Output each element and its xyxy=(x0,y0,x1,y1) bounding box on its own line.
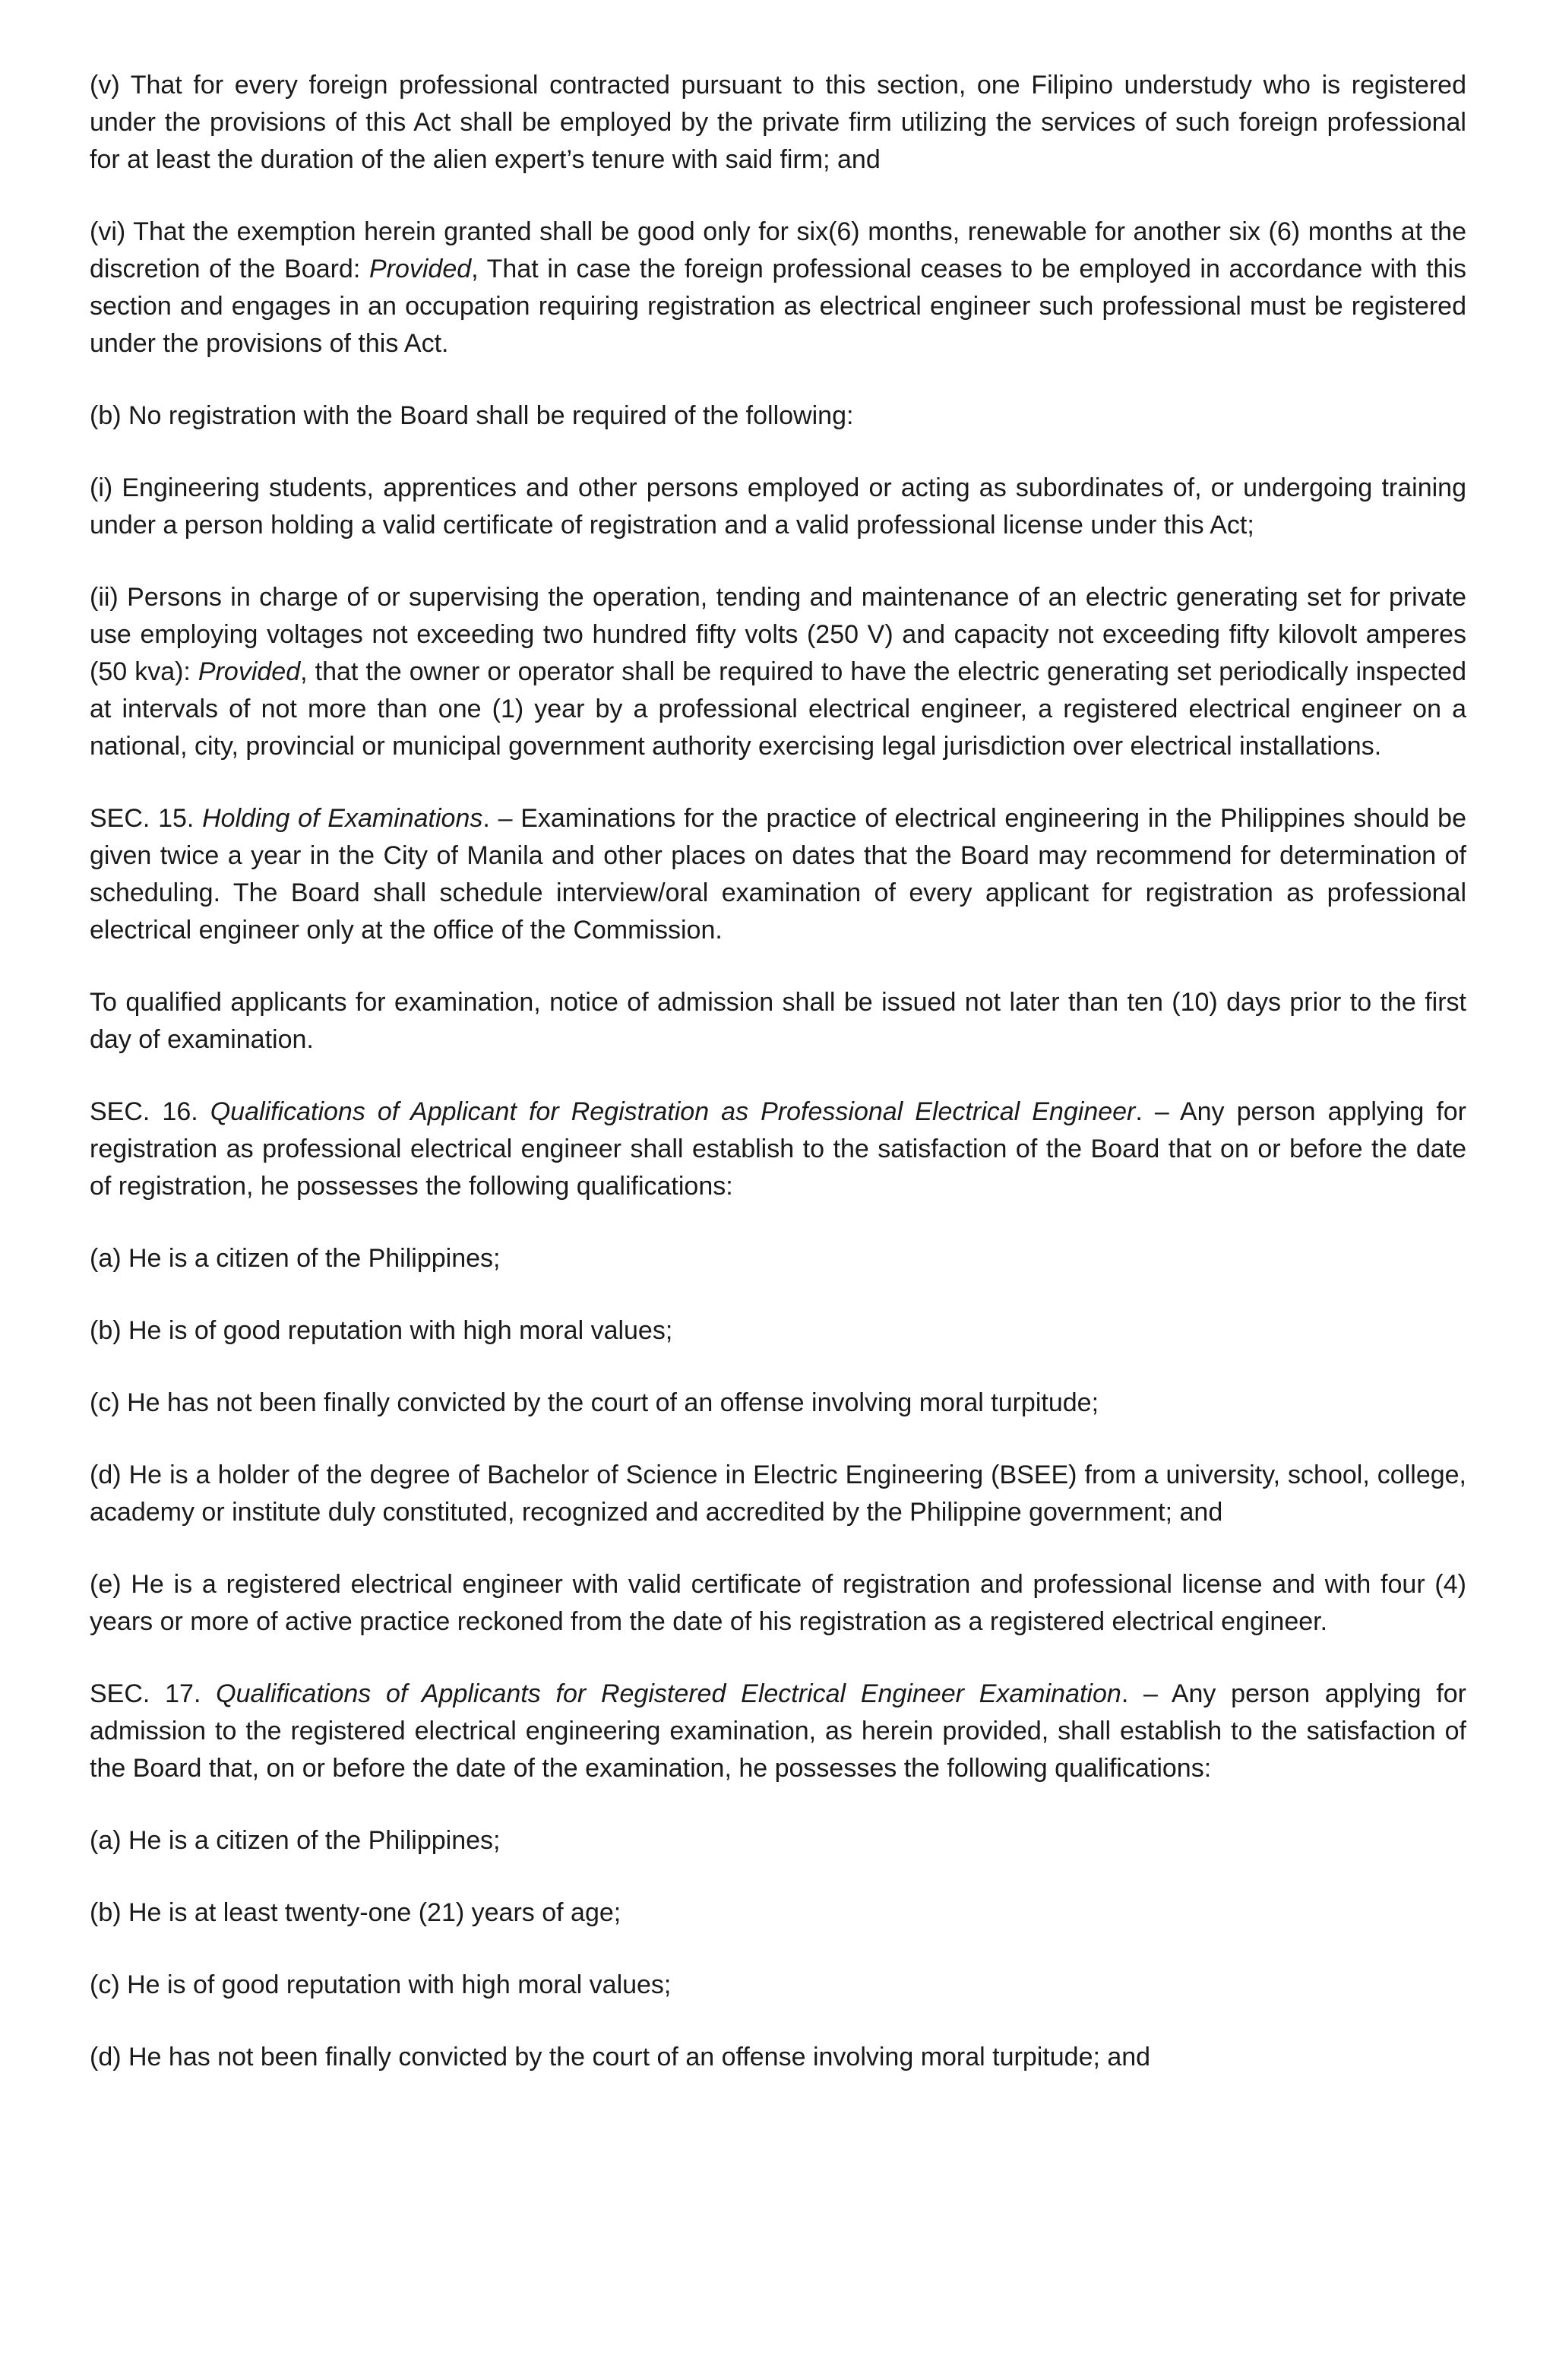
text-run: (vi) That the exemption herein granted shall be good only for six(6) months, renewable for another six (6) months at the discretion of the Board: xyxy=(90,217,1466,283)
text-run: (ii) Persons in charge of or supervising the operation, tending and maintenance of an electric generating set for private use employing voltages not exceeding two hundred fifty volts (250 V) and capacity not exceeding fifty kilovolt amperes (50 kva): xyxy=(90,583,1466,686)
text-run: , That in case the foreign professional ceases to be employed in accordance with this section and engages in an occupation requiring registration as electrical engineer such professional must be registered under the provisions of this Act. xyxy=(90,255,1467,358)
paragraph-v-filipino-understudy: (v) That for every foreign professional contracted pursuant to this section, one Filipino understudy who is registered under the provisions of this Act shall be employed by the private firm utilizing the services of such foreign professional for at least the duration of the alien expert’s tenure with said firm; and xyxy=(90,71,1466,174)
italic-provided: Provided xyxy=(368,255,472,283)
text-run: , that the owner or operator shall be required to have the electric generating set periodically inspected at intervals of not more than one (1) year by a professional electrical engineer, a registered electrical engineer on a national, city, provincial or municipal government authority exercising legal jurisdiction over electrical installations. xyxy=(90,657,1466,761)
section-title: Holding of Examinations xyxy=(202,804,483,833)
qualification-item-d: (d) He has not been finally convicted by the court of an offense involving moral turpitude; and xyxy=(90,2043,1151,2071)
section-body: . – Any person applying for admission to the registered electrical engineering examination, as herein provided, shall establish to the satisfaction of the Board that, on or before the date of the examination, he possesses the following qualifications: xyxy=(90,1679,1466,1783)
paragraph-i-engineering-students: (i) Engineering students, apprentices and other persons employed or acting as subordinates of, or undergoing training under a person holding a valid certificate of registration and a valid professional license under this Act; xyxy=(90,473,1466,540)
qualification-item-e: (e) He is a registered electrical engineer with valid certificate of registration and professional license and with four (4) years or more of active practice reckoned from the date of his registration as a registered electrical engineer. xyxy=(90,1570,1466,1636)
qualification-item-c: (c) He is of good reputation with high moral values; xyxy=(90,1970,672,1999)
section-17-qualifications-registered xyxy=(90,1676,1466,1787)
qualification-item-a: (a) He is a citizen of the Philippines; xyxy=(90,1244,501,1273)
paragraph-notice-of-admission: To qualified applicants for examination, notice of admission shall be issued not later than ten (10) days prior to the first day of examination. xyxy=(90,988,1466,1054)
italic-provided: Provided xyxy=(198,657,301,686)
section-number: SEC. 17. xyxy=(90,1679,217,1708)
qualification-item-b: (b) He is of good reputation with high moral values; xyxy=(90,1316,673,1345)
section-number: SEC. 15. xyxy=(90,804,203,833)
section-15-holding-of-examinations xyxy=(90,800,1466,949)
qualification-item-c: (c) He has not been finally convicted by the court of an offense involving moral turpitude; xyxy=(90,1388,1099,1417)
paragraph-b-no-registration: (b) No registration with the Board shall be required of the following: xyxy=(90,401,854,430)
paragraph-ii-persons-in-charge xyxy=(90,579,1466,765)
paragraph-vi-exemption-period xyxy=(90,214,1466,362)
section-body: . – Examinations for the practice of electrical engineering in the Philippines should be given twice a year in the City of Manila and other places on dates that the Board may recommend for determination of scheduling. The Board shall schedule interview/oral examination of every applicant for registration as professional electrical engineer only at the office of the Commission. xyxy=(90,804,1466,945)
qualification-item-d: (d) He is a holder of the degree of Bachelor of Science in Electric Engineering (BSEE) from a university, school, college, academy or institute duly constituted, recognized and accredited by the Philippine government; and xyxy=(90,1461,1466,1527)
document-page xyxy=(90,67,1466,2076)
qualification-item-a: (a) He is a citizen of the Philippines; xyxy=(90,1826,501,1855)
section-title: Qualifications of Applicants for Registered Electrical Engineer Examination xyxy=(216,1679,1121,1708)
qualification-item-b: (b) He is at least twenty-one (21) years of age; xyxy=(90,1898,621,1927)
section-body: . – Any person applying for registration as professional electrical engineer shall establish to the satisfaction of the Board that on or before the date of registration, he possesses the following qualifications: xyxy=(90,1097,1467,1201)
section-number: SEC. 16. xyxy=(90,1097,210,1126)
section-title: Qualifications of Applicant for Registration as Professional Electrical Engineer xyxy=(210,1097,1136,1126)
section-16-qualifications-professional xyxy=(90,1093,1466,1205)
